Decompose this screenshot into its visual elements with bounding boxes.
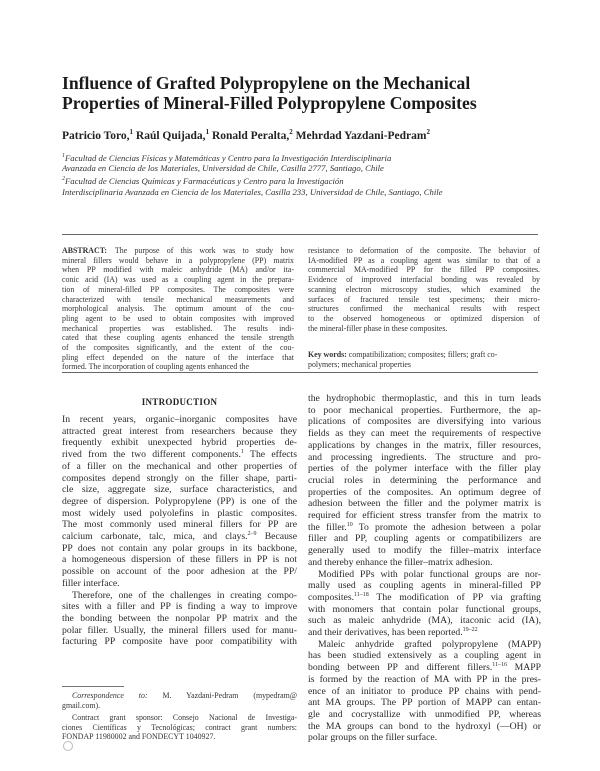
body-text-line: generally used to modify the filler–matrix interface bbox=[308, 545, 541, 557]
body-text-line: In recent years, organic–inorganic composites have bbox=[62, 414, 297, 425]
abstract-line: surfaces of fractured tensile test specimens; their micro- bbox=[308, 294, 540, 304]
affiliation-mark: 2 bbox=[62, 176, 65, 183]
body-text-line: the MA groups can bond to the hydroxyl (—OH) or bbox=[308, 720, 541, 732]
body-text-line: attracted great interest from researchers because they bbox=[62, 425, 297, 437]
author-affiliation-mark: 1 bbox=[129, 128, 134, 136]
footnotes bbox=[62, 691, 297, 742]
body-text-line: and processing ingredients. The structure and pro- bbox=[308, 451, 541, 463]
keywords-label: Key words: bbox=[308, 350, 347, 359]
author-affiliation-mark: 1 bbox=[205, 128, 210, 136]
body-text-line: Maleic anhydride grafted polypropylene (MAPP) bbox=[318, 638, 541, 650]
abstract-line: pling effect depended on the nature of the interface that bbox=[62, 352, 294, 362]
body-text-line: crucial roles in determining the performance and bbox=[308, 474, 541, 486]
keywords bbox=[308, 350, 540, 369]
body-text-line: composites depend strongly on the filler shape, parti- bbox=[62, 472, 297, 484]
abstract-line: resistance to deformation of the composite. The behavior of bbox=[308, 246, 540, 255]
body-text-line: with monomers that contain polar functional groups, bbox=[308, 603, 541, 615]
author-name: Patricio Toro, bbox=[62, 129, 130, 142]
body-text-line: to poor mechanical properties. Furthermore, the ap- bbox=[308, 404, 541, 416]
abstract-line: when PP modified with maleic anhydride (MA) and/or ita- bbox=[62, 265, 294, 275]
title-line-2: Properties of Mineral-Filled Polypropylene Composites bbox=[62, 93, 477, 113]
body-text-line: calcium carbonate, talc, mica, and clays.$^{2-9}$ Because bbox=[62, 530, 297, 543]
body-text-line: mally used as coupling agents in mineral-filled PP bbox=[308, 580, 541, 592]
affiliation-line: Interdisciplinaria Avanzada en Ciencia de los Materiales, Casilla 233, Universidad de Chile, Santiago, Chile bbox=[62, 186, 443, 197]
abstract-left-column bbox=[62, 246, 294, 372]
body-text-line: and their derivatives, has been reported.$^{19-22}$ bbox=[308, 626, 478, 639]
affiliation-line: $^1$Facultad de Ciencias Físicas y Matemáticas y Centro para la Investigación Interdisciplinaria bbox=[62, 152, 392, 163]
abstract-line: cated that these coupling agents enhanced the tensile strength bbox=[62, 333, 294, 343]
body-text-line: gle and cocrystallize with unmodified PP, whereas bbox=[308, 708, 541, 720]
author-affiliation-mark: 2 bbox=[289, 128, 293, 136]
title-line-1: Influence of Grafted Polypropylene on the Mechanical bbox=[62, 73, 471, 93]
body-text-line: the bonding between the nonpolar PP matrix and the bbox=[62, 612, 297, 624]
citation-ref: 10 bbox=[346, 521, 353, 528]
paper-title bbox=[62, 73, 552, 113]
abstract-line: characterized with tensile mechanical measurements and bbox=[62, 294, 294, 304]
copyright-circle-icon bbox=[63, 741, 73, 751]
body-text-line: Modified PPs with polar functional groups are nor- bbox=[318, 568, 541, 580]
body-text-line: PP does not contain any polar groups in its backbone, bbox=[62, 542, 297, 554]
body-text-line: perties of the polymer interface with the filler play bbox=[308, 463, 541, 475]
body-text-line: the filler.$^{10}$ To promote the adhesion between a polar bbox=[308, 521, 541, 533]
grant-text-1: Contract grant sponsor: Consejo Nacional de Investiga- bbox=[72, 713, 297, 723]
grant-text-3: FONDAP 11980002 and FONDECYT 1040927. bbox=[62, 732, 216, 742]
abstract-line: formed. The incorporation of coupling agents enhanced the bbox=[62, 362, 249, 372]
body-text-line: filler and PP, coupling agents or compatibilizers are bbox=[308, 533, 541, 545]
abstract-line: IA-modified PP as a coupling agent was similar to that of a bbox=[308, 255, 540, 265]
citation-ref: 11–18 bbox=[354, 591, 369, 598]
citation-ref: 19–22 bbox=[462, 626, 478, 633]
body-text-line: facturing PP composite have poor compatibility with bbox=[62, 636, 297, 648]
correspondence-text-2: gmail.com). bbox=[62, 700, 101, 710]
abstract-line: conic acid (IA) was used as a coupling agent in the prepara- bbox=[62, 275, 294, 285]
body-text-line: Therefore, one of the challenges in creating compo- bbox=[72, 589, 297, 601]
author-name: Raúl Quijada, bbox=[135, 129, 206, 142]
keywords-text-1: compatibilization; composites; fillers; graft co- bbox=[348, 350, 498, 359]
affiliation-line: Avanzada en Ciencia de los Materiales, Universidad de Chile, Casilla 2777, Santiago, Chile bbox=[62, 163, 384, 174]
body-text-line: polar filler. Usually, the mineral fillers used for manu- bbox=[62, 624, 297, 636]
body-text-line: properties of the composites. An optimum degree of bbox=[308, 486, 541, 498]
body-text-line: plications of composites are diversifying into various bbox=[308, 416, 541, 428]
citation-ref: 11–16 bbox=[492, 661, 508, 668]
author-affiliation-mark: 2 bbox=[426, 128, 430, 136]
body-text-line: filler interface. bbox=[62, 577, 120, 589]
section-heading-introduction: INTRODUCTION bbox=[141, 397, 218, 407]
body-text-line: composites.$^{11-18}$ The modification of PP via grafting bbox=[308, 591, 541, 603]
body-text-line: a homogeneous dispersion of these fillers in PP is not bbox=[62, 554, 297, 566]
grant-text-2: ciones Científicas y Tecnológicas; contract grant numbers: bbox=[62, 722, 297, 732]
body-text-line: adhesion between the filler and the polymer matrix is bbox=[308, 498, 541, 510]
body-text-line: of a filler on the mechanical and other properties of bbox=[62, 460, 297, 472]
footnote-rule bbox=[62, 686, 124, 687]
body-text-line: and thereby enhance the filler–matrix adhesion. bbox=[308, 556, 493, 568]
abstract-line: ABSTRACT: The purpose of this work was to study how bbox=[62, 246, 294, 255]
body-text-line: fields as they can meet the requirements of respective bbox=[308, 428, 541, 440]
abstract-line: mechanical properties was established. The results indi- bbox=[62, 323, 294, 333]
abstract-line: structures confirmed the mechanical results with respect bbox=[308, 304, 540, 314]
body-text-line: most widely used polyolefins in plastic composites. bbox=[62, 507, 297, 519]
body-text-line: The most commonly used mineral fillers for PP are bbox=[62, 519, 297, 531]
abstract-line: mineral fillers would behave in a polypropylene (PP) matrix bbox=[62, 255, 294, 265]
citation-ref: 1 bbox=[240, 448, 244, 455]
abstract-right-column bbox=[308, 246, 540, 333]
body-right-column bbox=[308, 393, 541, 744]
correspondence-label: Correspondence to: bbox=[72, 691, 148, 700]
abstract-line: the mineral-filler phase in these composites. bbox=[308, 323, 448, 333]
body-text-line: polar groups on the filler surface. bbox=[308, 732, 438, 744]
author-list bbox=[62, 128, 430, 142]
body-text-line: bonding between PP and different fillers.$^{11-16}$ MAPP bbox=[308, 661, 541, 674]
body-text-line: rived from the two different components.$^1$ The effects bbox=[62, 448, 298, 461]
abstract-top-rule bbox=[62, 234, 538, 235]
affiliation-line: $^2$Facultad de Ciencias Químicas y Farmacéuticas y Centro para la Investigación bbox=[62, 175, 344, 186]
abstract-label: ABSTRACT: bbox=[62, 246, 108, 255]
abstract-line: Evidence of improved interfacial bonding was revealed by bbox=[308, 275, 540, 285]
body-text-line: the hydrophobic thermoplastic, and this in turn leads bbox=[308, 393, 541, 404]
abstract-line: morphological analysis. The optimum amount of the cou- bbox=[62, 304, 294, 314]
body-text-line: ant MA groups. The PP portion of MAPP can entan- bbox=[308, 697, 541, 709]
abstract-line: scanning electron microscopy studies, which examined the bbox=[308, 284, 540, 294]
body-left-column bbox=[62, 414, 297, 648]
abstract-bottom-rule bbox=[62, 372, 538, 373]
body-text-line: frequently exhibit unexpected hybrid properties de- bbox=[62, 437, 297, 449]
correspondence-text-1: M. Yazdani-Pedram (mypedram@ bbox=[162, 691, 297, 700]
body-text-line: is formed by the reaction of MA with PP in the pres- bbox=[308, 673, 541, 685]
abstract-line: to the observed homogeneous or optimized dispersion of bbox=[308, 313, 540, 323]
body-text-line: cle size, aggregate size, surface characteristics, and bbox=[62, 484, 297, 496]
author-name: Ronald Peralta, bbox=[211, 129, 290, 142]
abstract-line: pling agent to be used to obtain composites with improved bbox=[62, 313, 294, 323]
keywords-text-2: polymers; mechanical properties bbox=[308, 359, 411, 369]
abstract-line: tion of mineral-filled PP composites. The composites were bbox=[62, 284, 294, 294]
abstract-line: of the composites significantly, and the extent of the cou- bbox=[62, 343, 294, 353]
body-text-line: sites with a filler and PP is finding a way to improve bbox=[62, 601, 297, 613]
affiliation-mark: 1 bbox=[62, 153, 65, 159]
citation-ref: 2–9 bbox=[247, 530, 257, 537]
body-text-line: degree of dispersion. Polypropylene (PP) is one of the bbox=[62, 495, 297, 507]
affiliations bbox=[62, 151, 443, 197]
body-text-line: required for efficient stress transfer from the matrix to bbox=[308, 510, 541, 522]
body-text-line: has been studied extensively as a coupling agent in bbox=[308, 650, 541, 662]
body-text-line: ence of an initiator to produce PP chains with pend- bbox=[308, 685, 541, 697]
author-name: Mehrdad Yazdani-Pedram bbox=[295, 129, 427, 142]
body-text-line: possible on account of the poor adhesion at the PP/ bbox=[62, 566, 297, 578]
body-text-line: applications by changes in the matrix, filler resources, bbox=[308, 439, 541, 451]
abstract-line: commercial MA-modified PP for the filled PP composites. bbox=[308, 265, 540, 275]
body-text-line: such as maleic anhydride (MA), itaconic acid (IA), bbox=[308, 615, 541, 627]
